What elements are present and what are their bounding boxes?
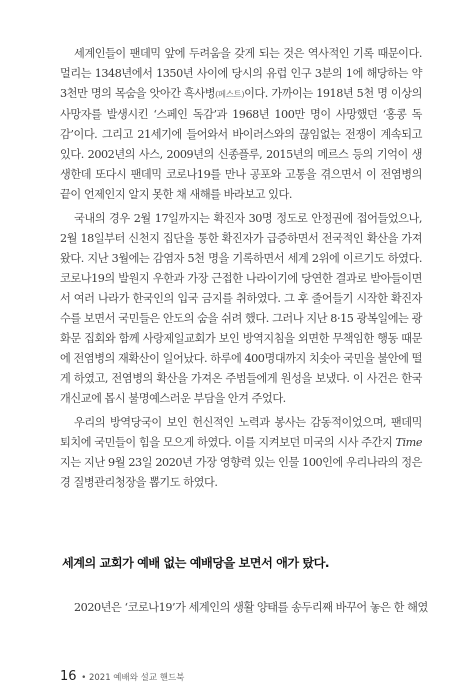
paragraph-2-text: 국내의 경우 2월 17일까지는 확진자 30명 정도로 안정권에 접어들었으나, 2월 18일부터 신천지 집단을 통한 확진자가 급증하면서 전국적인 확산을 가져왔다. 지난 3월에는 감염자 5천 명을 기록하면서 세계 2위에 이르기도 하였다. 코로나19의 발원지 우한과 가장 근접한 나라이기에 당연한 결과로 받아들이면서 여러 나라가 한국인의 입국 금지를 취하였다. 그 후 줄어들기 시작한 확진자 수를 보면서 국민들은 안도의 숨을 쉬려 했다. 그러나 지난 8·15 광복일에는 광화문 집회와 함께 사랑제일교회가 보인 방역지침을 외면한 무책임한 행동 때문에 전염병의 재확산이 일어났다. 하루에 400명대까지 치솟아 국민을 불안에 떨게 하였고, 전염병의 확산을 가져온 주범들에게 원성을 보냈다. 이 사건은 한국 개신교에 몹시 불명예스러운 부담을 안겨 주었다. <box>60 212 422 405</box>
paragraph-1 <box>60 44 422 205</box>
page-number: 16 <box>60 669 77 684</box>
section-heading: 세계의 교회가 예배 없는 예배당을 보면서 애가 탔다. <box>62 556 330 570</box>
paragraph-1-annotation: (페스트) <box>215 90 245 100</box>
paragraph-2 <box>60 209 422 409</box>
footer-separator: • <box>81 673 87 683</box>
paragraph-1-text-b: 이다. 가까이는 1918년 5천 명 이상의 사망자를 발생시킨 ‘스페인 독감’과 1968년 100만 명이 사망했던 ‘홍콩 독감’이다. 그리고 21세기에 들어와서 바이러스와의 끊임없는 전쟁이 계속되고 있다. 2002년의 사스, 2009년의 신종플루, 2015년의 메르스 등의 기억이 생생한데 또다시 팬데믹 코로나19를 만나 공포와 고통을 겪으면서 이 전염병의 끝이 언제인지 알지 못한 채 새해를 바라보고 있다. <box>60 87 422 201</box>
paragraph-3-text-a: 우리의 방역당국이 보인 헌신적인 노력과 봉사는 감동적이었으며, 팬데믹 퇴치에 국민들이 힘을 모으게 하였다. 이를 지켜보던 미국의 시사 주간지 <box>60 416 422 449</box>
paragraph-1-text-a: 세계인들이 팬데믹 앞에 두려움을 갖게 되는 것은 역사적인 기록 때문이다. 멀리는 1348년에서 1350년 사이에 당시의 유럽 인구 3분의 1에 해당하는 약 3천만 명의 목숨을 앗아간 흑사병 <box>60 47 422 100</box>
paragraph-3 <box>60 413 422 493</box>
continuing-paragraph: 2020년은 ‘코로나19’가 세계인의 생활 양태를 송두리째 바꾸어 놓은 한 해였 <box>74 601 428 614</box>
paragraph-3-magazine-name: Time <box>395 436 422 449</box>
page-footer <box>60 669 184 684</box>
book-title: 2021 예배와 설교 핸드북 <box>88 673 185 683</box>
body-text <box>60 44 422 497</box>
paragraph-3-text-b: 지는 지난 9월 23일 2020년 가장 영향력 있는 인물 100인에 우리나라의 정은경 질병관리청장을 뽑기도 하였다. <box>60 456 422 489</box>
